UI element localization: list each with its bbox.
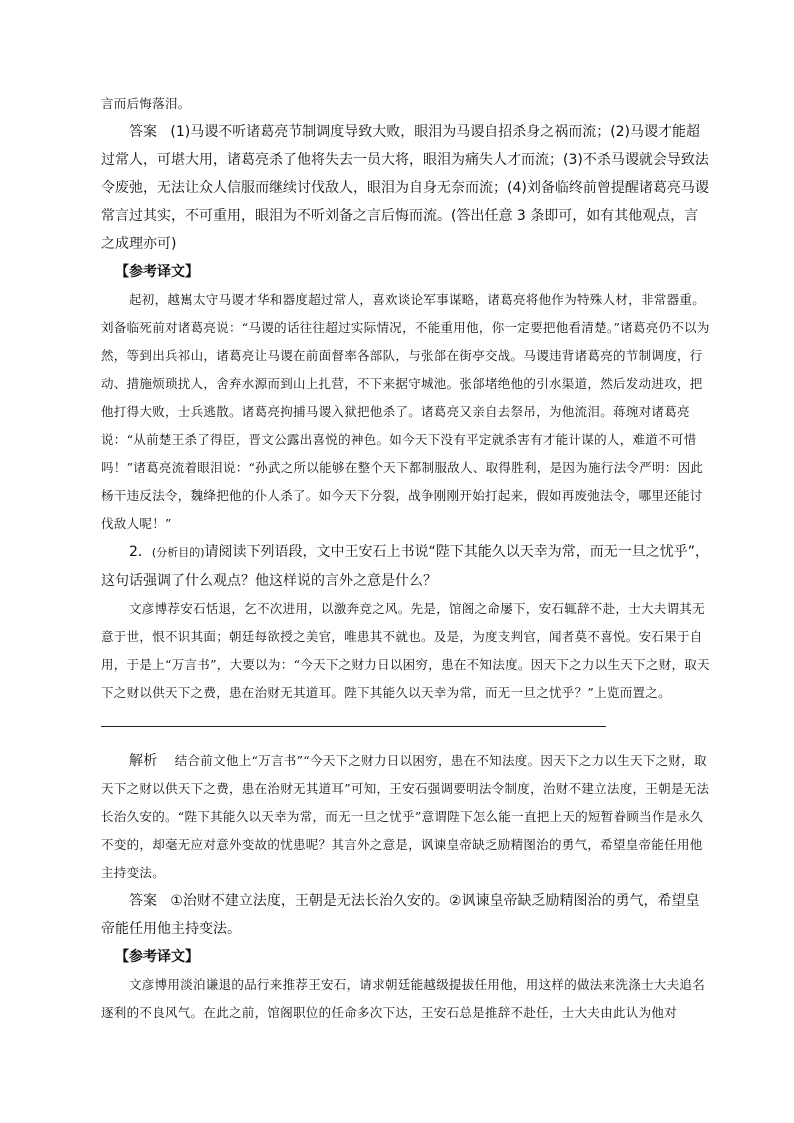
question-2 <box>101 538 711 595</box>
translation-heading-2: 【参考译文】 <box>115 949 199 965</box>
answer-paragraph-2 <box>101 887 711 943</box>
answer-label: 答案 <box>129 124 157 140</box>
analysis-label: 解析 <box>129 753 158 769</box>
question-tag: (分析目的) <box>151 546 205 559</box>
continued-text: 言而后悔落泪。 <box>101 96 191 111</box>
answer-paragraph-1 <box>101 118 711 258</box>
page-content <box>101 90 711 1027</box>
analysis-text: 结合前文他上“万言书”“今天下之财力日以困穷，患在不知法度。因天下之力以生天下之财，取天下之财以供天下之费，患在治财无其道耳”可知，王安石强调要明法令制度，治财不建立法度，王朝是无法长治久安的。“陛下其能久以天幸为常，而无一旦之忧乎”意谓陛下怎么能一直把上天的短暂眷顾当作是永久不变的，却毫无应对意外变故的忧患呢？其言外之意是，讽谏皇帝缺乏励精图治的勇气，希望皇帝能任用他主持变法。 <box>101 753 710 880</box>
translation-text-1: 起初，越嶲太守马谡才华和器度超过常人，喜欢谈论军事谋略，诸葛亮将他作为特殊人材，非常器重。刘备临死前对诸葛亮说：“马谡的话往往超过实际情况，不能重用他，你一定要把他看清楚。”诸葛亮仍不以为然，等到出兵祁山，诸葛亮让马谡在前面督率各部队，与张郃在街亭交战。马谡违背诸葛亮的节制调度，行动、措施烦琐扰人，舍弃水源而到山上扎营，不下来据守城池。张郃堵绝他的引水渠道，然后发动进攻，把他打得大败，士兵逃散。诸葛亮拘捕马谡入狱把他杀了。诸葛亮又亲自去祭吊，为他流泪。蒋琬对诸葛亮说：“从前楚王杀了得臣，晋文公露出喜悦的神色。如今天下没有平定就杀害有才能计谋的人，难道不可惜吗！”诸葛亮流着眼泪说：“孙武之所以能够在整个天下都制服敌人、取得胜利，是因为施行法令严明：因此杨干违反法令，魏绛把他的仆人杀了。如今天下分裂，战争刚刚开始打起来，假如再废弛法令，哪里还能讨伐敌人呢！” <box>101 292 710 531</box>
answer-label: 答案 <box>129 893 157 909</box>
answer-text: ①治财不建立法度，王朝是无法长治久安的。②讽谏皇帝缺乏励精图治的勇气，希望皇帝能任用他主持变法。 <box>101 893 700 937</box>
spacer <box>101 727 711 747</box>
question-prompt: 请阅读下列语段，文中王安石上书说“陛下其能久以天幸为常，而无一旦之忧乎”，这句话强调了什么观点？他这样说的言外之意是什么？ <box>101 544 710 589</box>
spacer <box>101 707 711 725</box>
answer-text: (1)马谡不听诸葛亮节制调度导致大败，眼泪为马谡自招杀身之祸而流；(2)马谡才能超过常人，可堪大用，诸葛亮杀了他将失去一员大将，眼泪为痛失人才而流；(3)不杀马谡就会导致法令废弛，无法让众人信服而继续讨伐敌人，眼泪为自身无奈而流；(4)刘备临终前曾提醒诸葛亮马谡常言过其实，不可重用，眼泪为不听刘备之言后悔而流。(答出任意 3 条即可，如有其他观点，言之成理亦可) <box>101 124 709 252</box>
question-passage: 文彦博荐安石恬退，乞不次进用，以激奔竞之风。先是，馆阁之命屡下，安石辄辞不赴，士大夫谓其无意于世，恨不识其面；朝廷每欲授之美官，唯患其不就也。及是，为度支判官，闻者莫不喜悦。安石果于自用，于是上“万言书”，大要以为：“今天下之财力日以困穷，患在不知法度。因天下之力以生天下之财，取天下之财以供天下之费，患在治财无其道耳。陛下其能久以天幸为常，而无一旦之忧乎？”上览而置之。 <box>101 601 710 700</box>
question-number: 2． <box>129 544 152 560</box>
translation-text-2: 文彦博用淡泊谦退的品行来推荐王安石，请求朝廷能越级提拔任用他，用这样的做法来洗涤士大夫追名逐利的不良风气。在此之前，馆阁职位的任命多次下达，王安石总是推辞不赴任，士大夫由此认为他对 <box>101 977 706 1020</box>
analysis-paragraph <box>101 747 711 887</box>
translation-heading-1: 【参考译文】 <box>115 264 199 280</box>
